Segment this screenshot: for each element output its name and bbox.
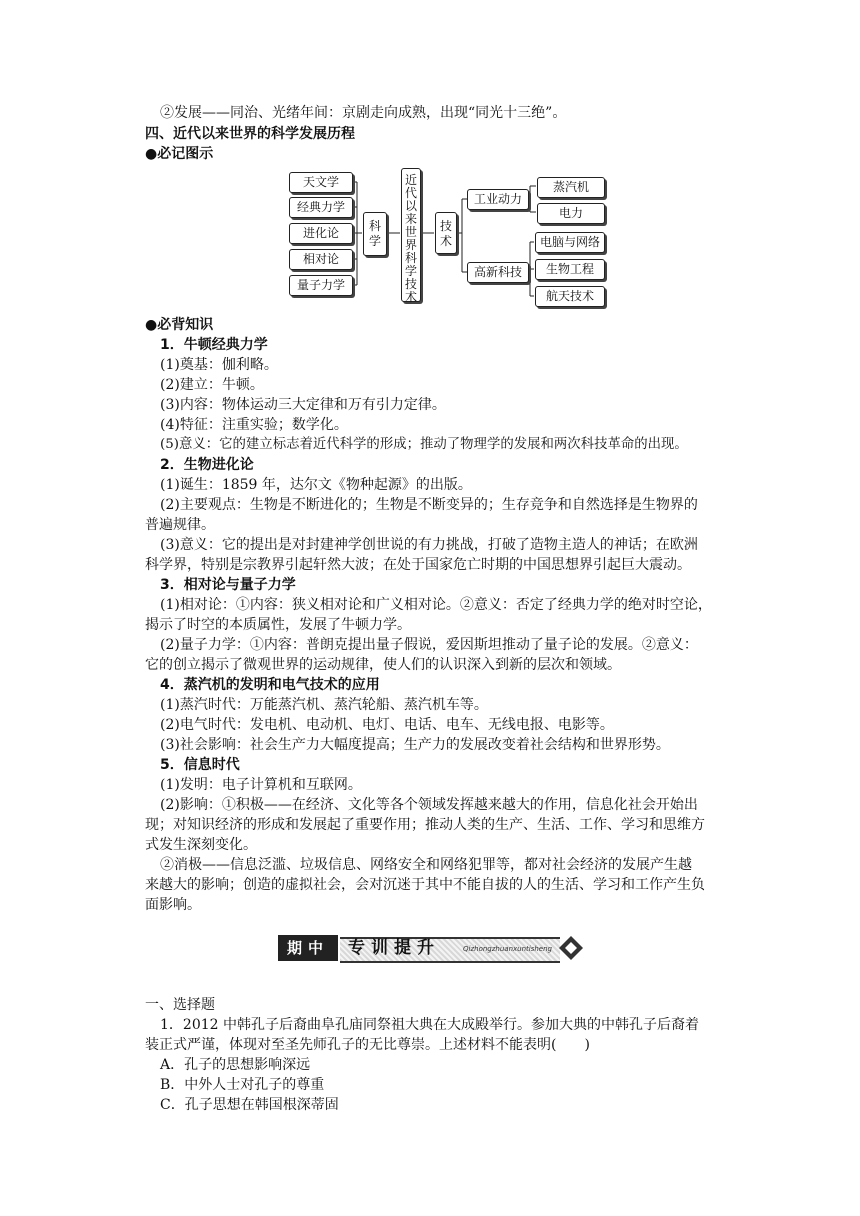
answer-option-c: C．孔子思想在韩国根深蒂固 <box>160 1097 339 1113</box>
diagram-box-science: 科学 <box>363 212 387 256</box>
text-line: ②发展——同治、光绪年间：京剧走向成熟，出现“同光十三绝”。 <box>160 105 567 121</box>
topic-heading: 4．蒸汽机的发明和电气技术的应用 <box>160 677 380 693</box>
diagram-box-quantum-mechanics: 量子力学 <box>289 275 353 296</box>
diamond-icon <box>558 935 584 961</box>
text-line: (5)意义：它的建立标志着近代科学的形成；推动了物理学的发展和两次科技革命的出现。 <box>160 437 688 452</box>
text-line: (2)建立：牛顿。 <box>160 377 264 393</box>
diagram-box-industrial-power: 工业动力 <box>467 189 529 210</box>
subsection-heading: ●必背知识 <box>145 317 214 333</box>
text-line: (2)电气时代：发电机、电动机、电灯、电话、电车、无线电报、电影等。 <box>160 717 614 733</box>
answer-option-a: A．孔子的思想影响深远 <box>160 1057 311 1073</box>
diagram-box-high-tech: 高新科技 <box>467 262 529 283</box>
question-text: 1．2012 中韩孔子后裔曲阜孔庙同祭祖大典在大成殿举行。参加大典的中韩孔子后裔着 <box>160 1017 699 1033</box>
diagram-box-astronomy: 天文学 <box>289 172 353 193</box>
text-line: (1)奠基：伽利略。 <box>160 357 278 373</box>
text-line: (2)量子力学：①内容：普朗克提出量子假说，爱因斯坦推动了量子论的发展。②意义： <box>160 637 698 653</box>
text-line: 式发生深刻变化。 <box>145 837 257 853</box>
diagram-box-electricity: 电力 <box>537 203 605 224</box>
text-line: (2)主要观点：生物是不断进化的；生物是不断变异的；生存竞争和自然选择是生物界的 <box>160 497 698 513</box>
text-line: (3)意义：它的提出是对封建神学创世说的有力挑战，打破了造物主造人的神话；在欧洲 <box>160 537 698 553</box>
diagram-box-center: 近代以来世界科学技术 <box>401 168 421 302</box>
diagram-connectors <box>0 0 860 320</box>
section-heading: 四、近代以来世界的科学发展历程 <box>145 126 355 142</box>
diagram-box-classical-mechanics: 经典力学 <box>289 197 353 218</box>
text-line: (3)社会影响：社会生产力大幅度提高；生产力的发展改变着社会结构和世界形势。 <box>160 737 670 753</box>
section-banner <box>278 935 584 963</box>
diagram-box-aerospace: 航天技术 <box>535 286 605 307</box>
text-line: 普遍规律。 <box>145 517 215 533</box>
text-line: 现；对知识经济的形成和发展起了重要作用；推动人类的生产、生活、工作、学习和思维方 <box>145 817 705 833</box>
text-line: (2)影响：①积极——在经济、文化等各个领域发挥越来越大的作用，信息化社会开始出 <box>160 797 698 813</box>
text-line: 它的创立揭示了微观世界的运动规律，使人们的认识深入到新的层次和领域。 <box>145 657 621 673</box>
diagram-box-computer-network: 电脑与网络 <box>535 232 605 253</box>
text-line: 面影响。 <box>145 897 201 913</box>
text-line: 来越大的影响；创造的虚拟社会，会对沉迷于其中不能自拔的人的生活、学习和工作产生负 <box>145 877 705 893</box>
topic-heading: 2．生物进化论 <box>160 457 254 473</box>
diagram-box-evolution: 进化论 <box>289 223 353 244</box>
answer-option-b: B．中外人士对孔子的尊重 <box>160 1077 325 1093</box>
topic-heading: 5．信息时代 <box>160 757 240 773</box>
diagram-box-steam-engine: 蒸汽机 <box>537 177 605 198</box>
banner-title: 专训提升 <box>348 938 440 958</box>
text-line: 揭示了时空的本质属性，发展了牛顿力学。 <box>145 617 411 633</box>
text-line: (3)内容：物体运动三大定律和万有引力定律。 <box>160 397 446 413</box>
diagram-box-relativity: 相对论 <box>289 249 353 270</box>
banner-left-label: 期中 <box>278 935 338 961</box>
diagram-box-technology: 技术 <box>435 212 457 254</box>
text-line: ②消极——信息泛滥、垃圾信息、网络安全和网络犯罪等，都对社会经济的发展产生越 <box>160 857 692 873</box>
text-line: (4)特征：注重实验；数学化。 <box>160 417 348 433</box>
text-line: (1)发明：电子计算机和互联网。 <box>160 777 362 793</box>
text-line: 科学界，特别是宗教界引起轩然大波；在处于国家危亡时期的中国思想界引起巨大震动。 <box>145 557 691 573</box>
subsection-heading: ●必记图示 <box>145 146 214 162</box>
text-line: (1)诞生：1859 年，达尔文《物种起源》的出版。 <box>160 477 472 493</box>
section-heading: 一、选择题 <box>145 997 215 1013</box>
question-text: 装正式严谨，体现对至圣先师孔子的无比尊崇。上述材料不能表明( ) <box>145 1037 590 1053</box>
topic-heading: 1．牛顿经典力学 <box>160 337 268 353</box>
diagram-box-bioengineering: 生物工程 <box>535 259 605 280</box>
text-line: (1)蒸汽时代：万能蒸汽机、蒸汽轮船、蒸汽机车等。 <box>160 697 488 713</box>
text-line: (1)相对论：①内容：狭义相对论和广义相对论。②意义：否定了经典力学的绝对时空论， <box>160 597 712 613</box>
banner-subtitle: Qizhongzhuanxuntisheng <box>463 945 552 953</box>
topic-heading: 3．相对论与量子力学 <box>160 577 296 593</box>
